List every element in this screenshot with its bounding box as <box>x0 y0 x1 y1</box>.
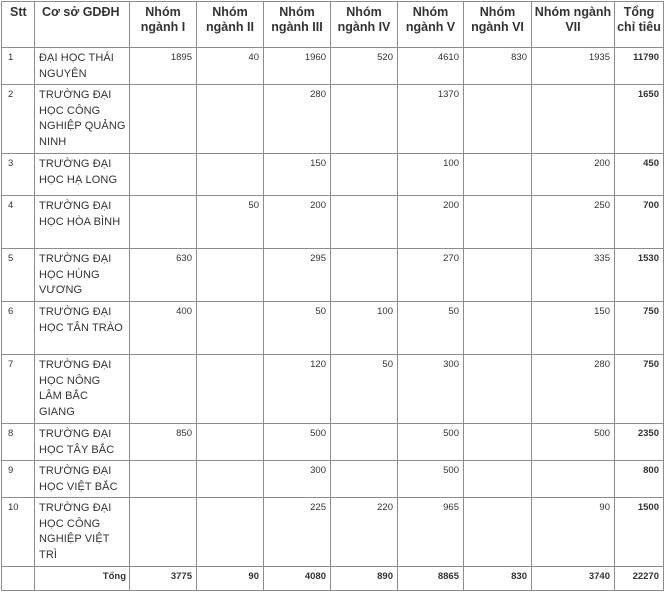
row-group-1 <box>130 498 197 567</box>
row-group-5: 500 <box>398 461 464 498</box>
row-group-3: 1960 <box>264 48 331 85</box>
header-group-7: Nhóm ngành VII <box>532 2 615 48</box>
row-group-7 <box>532 85 615 154</box>
table-row <box>2 85 664 154</box>
row-group-3: 50 <box>264 302 331 355</box>
row-institution: TRƯỜNG ĐẠI HỌC VIỆT BẮC <box>35 461 130 498</box>
row-group-4 <box>331 196 398 249</box>
row-stt: 5 <box>2 249 35 302</box>
row-group-2 <box>197 154 264 196</box>
header-group-5: Nhóm ngành V <box>398 2 464 48</box>
header-total: Tổng chỉ tiêu <box>615 2 664 48</box>
row-institution: TRƯỜNG ĐẠI HỌC TÂY BẮC <box>35 424 130 461</box>
row-total: 11790 <box>615 48 664 85</box>
row-group-5: 100 <box>398 154 464 196</box>
row-institution: TRƯỜNG ĐẠI HỌC HẠ LONG <box>35 154 130 196</box>
row-group-6: 830 <box>464 48 532 85</box>
row-group-1: 630 <box>130 249 197 302</box>
row-group-6 <box>464 424 532 461</box>
row-stt: 10 <box>2 498 35 567</box>
row-stt: 3 <box>2 154 35 196</box>
header-row <box>2 2 664 48</box>
row-group-2 <box>197 302 264 355</box>
row-stt: 7 <box>2 355 35 424</box>
row-group-7: 250 <box>532 196 615 249</box>
row-group-6 <box>464 154 532 196</box>
row-group-4: 50 <box>331 355 398 424</box>
row-stt: 4 <box>2 196 35 249</box>
row-group-6 <box>464 461 532 498</box>
row-group-2 <box>197 498 264 567</box>
row-total: 800 <box>615 461 664 498</box>
row-stt: 8 <box>2 424 35 461</box>
row-group-1: 850 <box>130 424 197 461</box>
row-group-2 <box>197 424 264 461</box>
row-group-5: 500 <box>398 424 464 461</box>
row-institution: TRƯỜNG ĐẠI HỌC NÔNG LÂM BẮC GIANG <box>35 355 130 424</box>
table-row <box>2 154 664 196</box>
row-group-5: 4610 <box>398 48 464 85</box>
row-institution: TRƯỜNG ĐẠI HỌC CÔNG NGHIỆP QUẢNG NINH <box>35 85 130 154</box>
row-institution: TRƯỜNG ĐẠI HỌC HÒA BÌNH <box>35 196 130 249</box>
table-row <box>2 498 664 567</box>
header-stt: Stt <box>2 2 35 48</box>
header-group-3: Nhóm ngành III <box>264 2 331 48</box>
header-institution: Cơ sở GDĐH <box>35 2 130 48</box>
row-group-3: 500 <box>264 424 331 461</box>
row-total: 1530 <box>615 249 664 302</box>
row-group-7: 200 <box>532 154 615 196</box>
row-group-2 <box>197 355 264 424</box>
row-group-5: 1370 <box>398 85 464 154</box>
row-stt: 1 <box>2 48 35 85</box>
row-group-5: 200 <box>398 196 464 249</box>
table-row <box>2 48 664 85</box>
row-group-2 <box>197 249 264 302</box>
row-group-6 <box>464 196 532 249</box>
header-group-4: Nhóm ngành IV <box>331 2 398 48</box>
row-group-1 <box>130 355 197 424</box>
row-group-3: 295 <box>264 249 331 302</box>
footer-group-6: 830 <box>464 567 532 591</box>
row-group-2 <box>197 461 264 498</box>
header-group-1: Nhóm ngành I <box>130 2 197 48</box>
row-group-1 <box>130 154 197 196</box>
row-group-1 <box>130 461 197 498</box>
footer-blank <box>2 567 35 591</box>
footer-group-7: 3740 <box>532 567 615 591</box>
row-group-7: 280 <box>532 355 615 424</box>
row-group-7: 335 <box>532 249 615 302</box>
row-total: 1650 <box>615 85 664 154</box>
footer-group-2: 90 <box>197 567 264 591</box>
row-group-5: 965 <box>398 498 464 567</box>
row-total: 450 <box>615 154 664 196</box>
row-group-3: 300 <box>264 461 331 498</box>
row-group-7: 150 <box>532 302 615 355</box>
row-institution: TRƯỜNG ĐẠI HỌC TÂN TRÀO <box>35 302 130 355</box>
table-row <box>2 424 664 461</box>
footer-total: 22270 <box>615 567 664 591</box>
table-row <box>2 196 664 249</box>
row-group-5: 270 <box>398 249 464 302</box>
row-total: 750 <box>615 355 664 424</box>
row-institution: TRƯỜNG ĐẠI HỌC HÙNG VƯƠNG <box>35 249 130 302</box>
row-institution: ĐẠI HỌC THÁI NGUYÊN <box>35 48 130 85</box>
row-group-5: 300 <box>398 355 464 424</box>
footer-row <box>2 567 664 591</box>
row-group-6 <box>464 355 532 424</box>
row-group-1 <box>130 85 197 154</box>
table-row <box>2 355 664 424</box>
row-group-3: 225 <box>264 498 331 567</box>
row-stt: 9 <box>2 461 35 498</box>
row-total: 700 <box>615 196 664 249</box>
row-group-4 <box>331 424 398 461</box>
footer-group-5: 8865 <box>398 567 464 591</box>
header-group-2: Nhóm ngành II <box>197 2 264 48</box>
row-group-1: 400 <box>130 302 197 355</box>
row-total: 1500 <box>615 498 664 567</box>
row-group-7: 90 <box>532 498 615 567</box>
row-group-3: 120 <box>264 355 331 424</box>
row-total: 750 <box>615 302 664 355</box>
row-stt: 6 <box>2 302 35 355</box>
row-group-4 <box>331 154 398 196</box>
row-group-6 <box>464 249 532 302</box>
row-group-6 <box>464 302 532 355</box>
row-group-6 <box>464 498 532 567</box>
row-group-1: 1895 <box>130 48 197 85</box>
row-group-7: 1935 <box>532 48 615 85</box>
footer-group-4: 890 <box>331 567 398 591</box>
enrollment-quota-table <box>1 1 664 591</box>
table-row <box>2 461 664 498</box>
row-total: 2350 <box>615 424 664 461</box>
row-group-1 <box>130 196 197 249</box>
footer-label: Tổng <box>35 567 130 591</box>
table-row <box>2 302 664 355</box>
row-group-5: 50 <box>398 302 464 355</box>
row-group-6 <box>464 85 532 154</box>
row-group-7 <box>532 461 615 498</box>
row-group-2: 40 <box>197 48 264 85</box>
row-group-4 <box>331 461 398 498</box>
footer-group-1: 3775 <box>130 567 197 591</box>
row-stt: 2 <box>2 85 35 154</box>
header-group-6: Nhóm ngành VI <box>464 2 532 48</box>
row-group-2: 50 <box>197 196 264 249</box>
row-group-4 <box>331 249 398 302</box>
row-group-3: 200 <box>264 196 331 249</box>
row-group-7: 500 <box>532 424 615 461</box>
row-institution: TRƯỜNG ĐẠI HỌC CÔNG NGHIỆP VIỆT TRÌ <box>35 498 130 567</box>
row-group-3: 280 <box>264 85 331 154</box>
table-row <box>2 249 664 302</box>
row-group-4: 520 <box>331 48 398 85</box>
footer-group-3: 4080 <box>264 567 331 591</box>
row-group-4 <box>331 85 398 154</box>
row-group-4: 100 <box>331 302 398 355</box>
row-group-4: 220 <box>331 498 398 567</box>
row-group-3: 150 <box>264 154 331 196</box>
row-group-2 <box>197 85 264 154</box>
